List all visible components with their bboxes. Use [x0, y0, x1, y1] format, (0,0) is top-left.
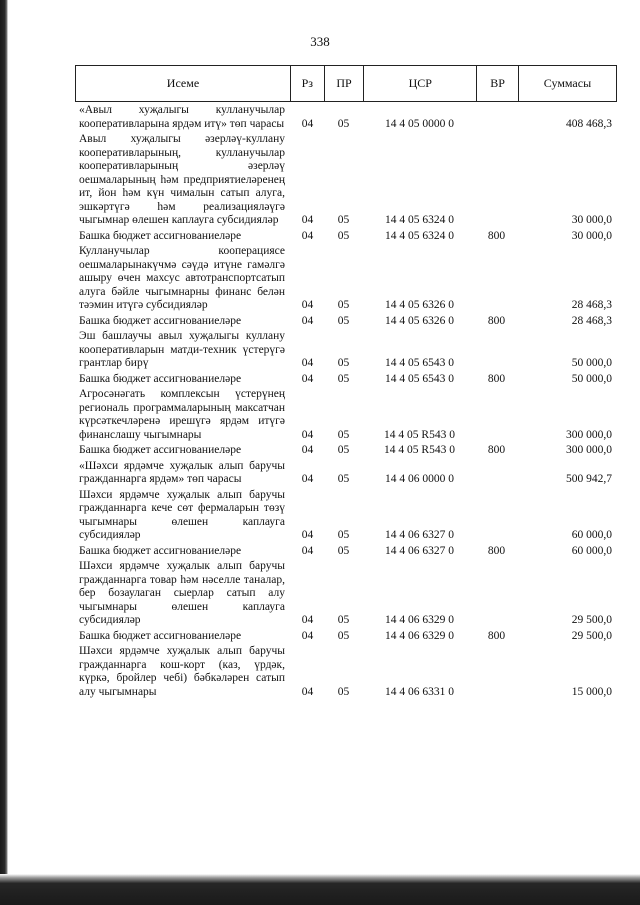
cell-name: Шәхси ярдәмче хуҗалык алып баручы гражданнарга кош-корт (каз, үрдәк, күркә, бройлер чебі) бәбкәләрен сатып алу чыгымнары — [79, 645, 285, 698]
cell-rz: 04 — [301, 629, 314, 642]
cell-rz: 04 — [301, 314, 314, 327]
cell-vr: 800 — [487, 544, 506, 557]
table-row — [75, 388, 617, 442]
cell-pr: 05 — [337, 544, 350, 557]
cell-sum: 300 000,0 — [566, 444, 612, 456]
cell-sum: 29 500,0 — [571, 629, 612, 642]
cell-sum: 60 000,0 — [571, 529, 612, 541]
table-row — [75, 630, 617, 644]
table-row — [75, 373, 617, 387]
cell-rz: 04 — [301, 117, 314, 130]
cell-csr: 14 4 06 6329 0 — [385, 614, 454, 626]
cell-rz: 04 — [301, 229, 314, 242]
cell-pr: 05 — [337, 229, 350, 242]
cell-csr: 14 4 05 R543 0 — [384, 444, 455, 456]
cell-rz: 04 — [301, 357, 314, 369]
cell-csr: 14 4 05 6326 0 — [385, 314, 454, 327]
table-row — [75, 489, 617, 543]
header-pr: ПР — [325, 66, 365, 101]
cell-vr: 800 — [487, 629, 506, 642]
header-vr: ВР — [477, 66, 519, 101]
cell-rz: 04 — [301, 614, 314, 626]
cell-rz: 04 — [301, 299, 314, 311]
cell-name: Агросәнәгать комплексын үстерүнең региональ программаларының максатчан күрсәткечләренә ирешүгә ярдәм итүгә финанслашу чыгымнары — [79, 388, 285, 441]
cell-csr: 14 4 06 6331 0 — [385, 685, 454, 698]
cell-pr: 05 — [337, 299, 350, 311]
cell-pr: 05 — [337, 444, 350, 456]
table-row — [75, 133, 617, 228]
cell-csr: 14 4 05 6543 0 — [385, 372, 454, 385]
cell-sum: 30 000,0 — [571, 214, 612, 226]
cell-name: Башка бюджет ассигнованиеләре — [79, 444, 242, 456]
cell-csr: 14 4 05 R543 0 — [384, 428, 455, 441]
cell-csr: 14 4 06 6329 0 — [385, 629, 454, 642]
table-row — [75, 315, 617, 329]
cell-vr: 800 — [487, 372, 506, 385]
cell-csr: 14 4 05 0000 0 — [385, 117, 454, 130]
cell-csr: 14 4 06 0000 0 — [385, 473, 454, 485]
cell-name: «Авыл хуҗалыгы кулланучылар кооперативларына ярдәм итү» төп чарасы — [79, 104, 285, 130]
cell-name: Башка бюджет ассигнованиеләре — [79, 544, 242, 557]
cell-pr: 05 — [337, 685, 350, 698]
header-name: Исеме — [76, 66, 291, 101]
page-number: 338 — [310, 34, 330, 49]
cell-name: Шәхси ярдәмче хуҗалык алып баручы гражданнарга товар һәм нәселле таналар, бер бозаулаган сыерлар сатып алу чыгымнары өлешен каплауга субсидияләр — [79, 560, 285, 626]
header-sum: Суммасы — [543, 76, 592, 90]
cell-sum: 300 000,0 — [566, 428, 612, 441]
cell-rz: 04 — [301, 473, 314, 485]
cell-rz: 04 — [301, 372, 314, 385]
cell-vr: 800 — [487, 444, 506, 456]
cell-pr: 05 — [337, 314, 350, 327]
table-row — [75, 444, 617, 458]
cell-name: Башка бюджет ассигнованиеләре — [79, 229, 242, 242]
cell-pr: 05 — [337, 372, 350, 385]
table-body — [75, 104, 617, 699]
table-row — [75, 230, 617, 244]
cell-sum: 30 000,0 — [571, 229, 612, 242]
cell-sum: 28 468,3 — [571, 299, 612, 311]
cell-pr: 05 — [337, 529, 350, 541]
table-row — [75, 104, 617, 131]
cell-sum: 500 942,7 — [566, 473, 612, 485]
cell-rz: 04 — [301, 544, 314, 557]
cell-csr: 14 4 05 6326 0 — [385, 299, 454, 311]
cell-sum: 60 000,0 — [571, 544, 612, 557]
table-row — [75, 245, 617, 313]
cell-sum: 15 000,0 — [571, 685, 612, 698]
table-row — [75, 560, 617, 628]
cell-sum: 28 468,3 — [571, 314, 612, 327]
scan-edge-bottom — [0, 874, 640, 905]
cell-pr: 05 — [337, 117, 350, 130]
cell-csr: 14 4 05 6543 0 — [385, 357, 454, 369]
table-row — [75, 330, 617, 371]
cell-sum: 408 468,3 — [566, 117, 612, 130]
cell-name: Шәхси ярдәмче хуҗалык алып баручы гражданнарга кече сөт фермаларын төзү чыгымнары өлешен каплауга субсидияләр — [79, 488, 285, 541]
cell-pr: 05 — [337, 629, 350, 642]
cell-rz: 04 — [301, 529, 314, 541]
cell-vr: 800 — [487, 229, 506, 242]
cell-csr: 14 4 06 6327 0 — [385, 544, 454, 557]
scan-edge-left — [0, 0, 8, 905]
cell-name: Башка бюджет ассигнованиеләре — [79, 314, 242, 327]
cell-pr: 05 — [337, 357, 350, 369]
cell-rz: 04 — [301, 444, 314, 456]
table-row — [75, 645, 617, 699]
cell-pr: 05 — [337, 428, 350, 441]
cell-sum: 50 000,0 — [571, 357, 612, 369]
cell-csr: 14 4 05 6324 0 — [385, 229, 454, 242]
table-header — [75, 65, 617, 102]
cell-vr: 800 — [487, 314, 506, 327]
cell-sum: 50 000,0 — [571, 372, 612, 385]
cell-name: «Шәхси ярдәмче хуҗалык алып баручы гражданнарга ярдәм» төп чарасы — [79, 459, 285, 485]
cell-name: Башка бюджет ассигнованиеләре — [79, 629, 242, 642]
cell-rz: 04 — [301, 428, 314, 441]
cell-name: Кулланучылар кооперациясе оешмаларынакүчмә сәүдә итүне гамәлгә ашыру өчен махсус автотранспортсатып алуга бәйле чыгымнарны финанс белән тәэмин итүгә субсидияләр — [79, 245, 285, 311]
cell-name: Башка бюджет ассигнованиеләре — [79, 372, 242, 385]
header-rz: Рз — [291, 66, 325, 101]
cell-sum: 29 500,0 — [571, 614, 612, 626]
cell-pr: 05 — [337, 214, 350, 226]
table-row — [75, 545, 617, 559]
table-row — [75, 460, 617, 487]
cell-name: Авыл хуҗалыгы әзерләү-куллану кооперативларының, кулланучылар кооперативларының әзерләү оешмаларының һәм предприятиеләренең ит, йон һәм күн чималын сатып алуга, эшкәртүгә һәм реализацияләүгә чыгымнар өлешен каплауга субсидияләр — [79, 133, 285, 226]
budget-table — [75, 65, 617, 701]
cell-rz: 04 — [301, 214, 314, 226]
header-csr: ЦСР — [364, 66, 477, 101]
cell-csr: 14 4 06 6327 0 — [385, 529, 454, 541]
cell-pr: 05 — [337, 473, 350, 485]
cell-name: Эш башлаучы авыл хуҗалыгы куллану кооперативларын матди-техник үстерүгә грантлар бирү — [79, 330, 285, 369]
cell-csr: 14 4 05 6324 0 — [385, 214, 454, 226]
cell-pr: 05 — [337, 614, 350, 626]
cell-rz: 04 — [301, 685, 314, 698]
